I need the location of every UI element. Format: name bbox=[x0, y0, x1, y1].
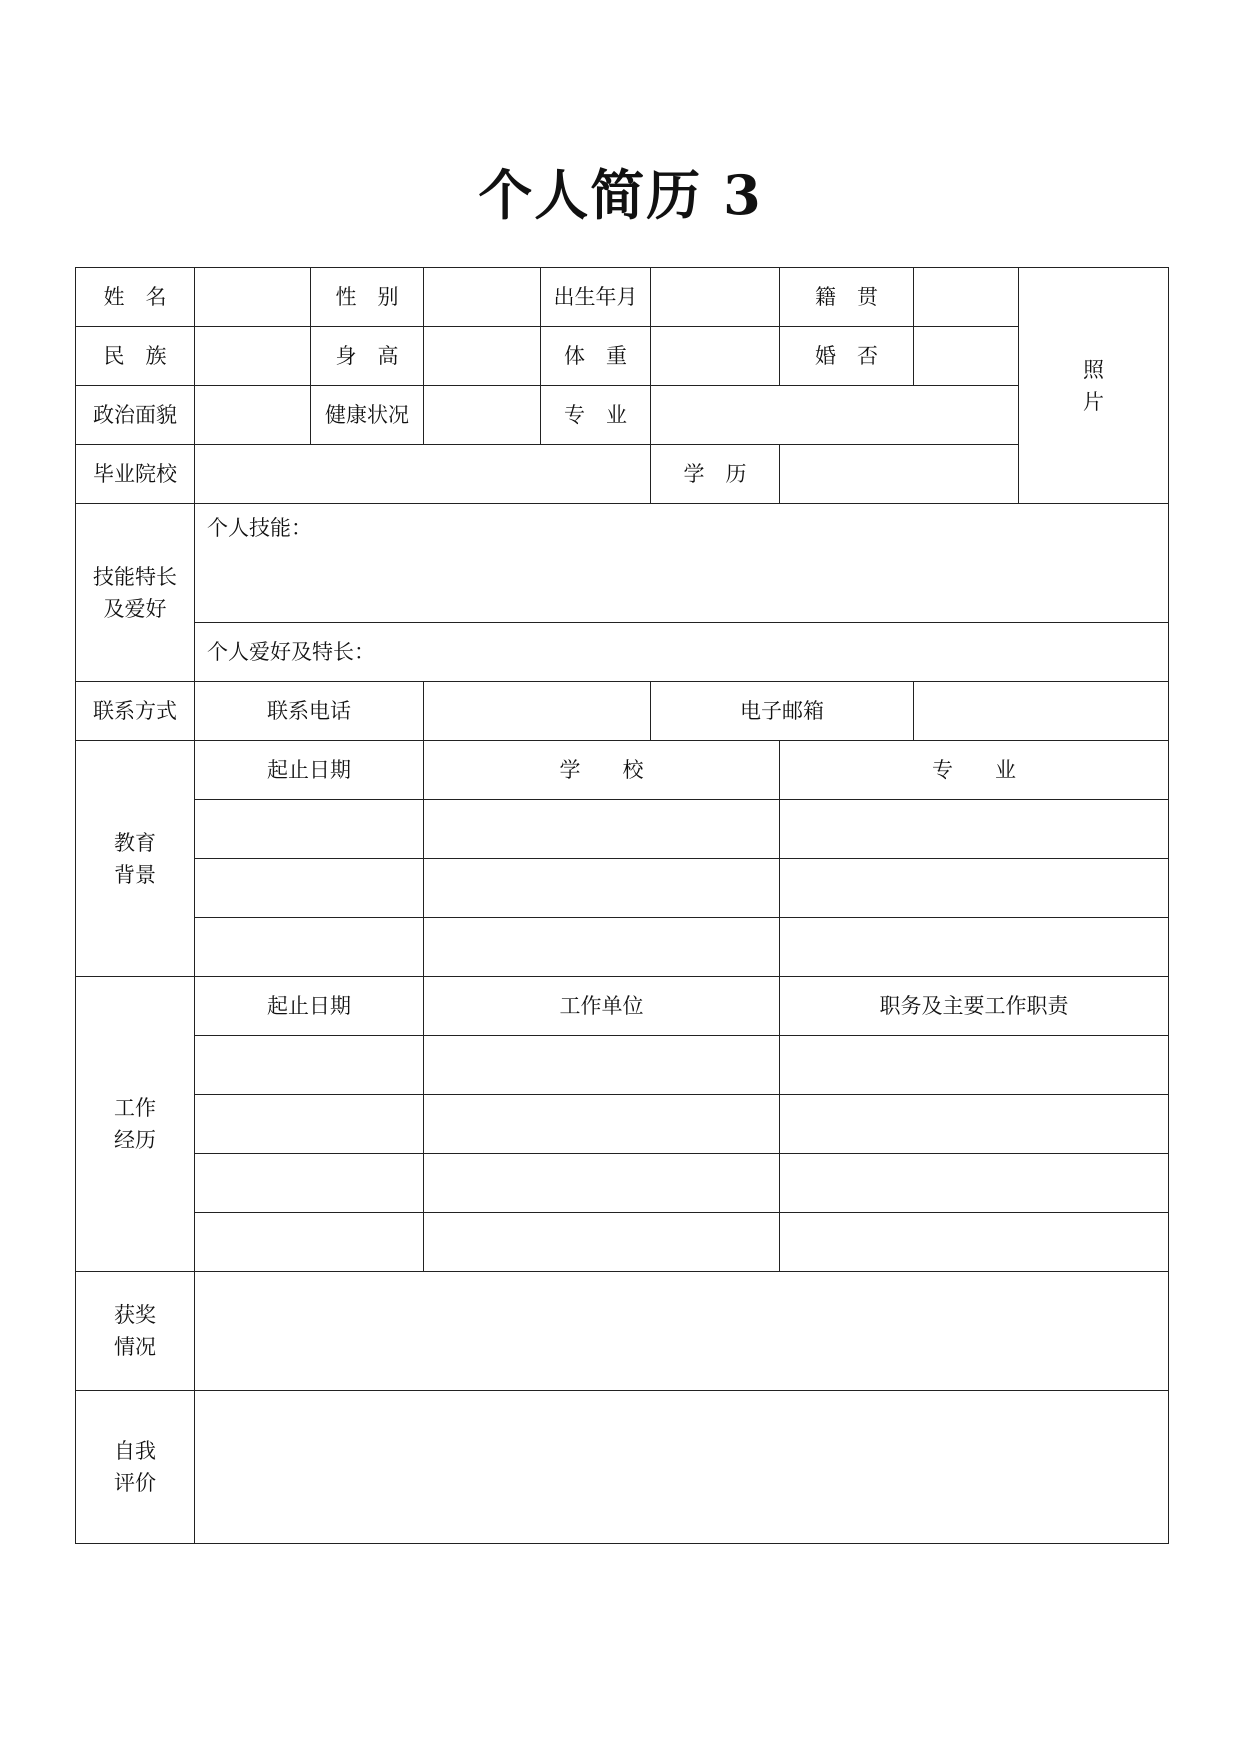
work-dates-field[interactable] bbox=[195, 1036, 424, 1095]
education-school-field[interactable] bbox=[424, 800, 780, 859]
basic-row-1 bbox=[76, 268, 1169, 327]
awards-row bbox=[76, 1272, 1169, 1391]
education-section-label bbox=[76, 741, 195, 977]
work-duties-field[interactable] bbox=[780, 1095, 1169, 1154]
work-duties-field[interactable] bbox=[780, 1154, 1169, 1213]
email-label: 电子邮箱 bbox=[651, 682, 914, 741]
work-row bbox=[76, 1095, 1169, 1154]
contact-row bbox=[76, 682, 1169, 741]
work-employer-field[interactable] bbox=[424, 1213, 780, 1272]
hobbies-label: 个人爱好及特长： bbox=[207, 640, 375, 664]
major-label: 专 业 bbox=[541, 386, 651, 445]
education-header-major: 专 业 bbox=[780, 741, 1169, 800]
work-header-employer: 工作单位 bbox=[424, 977, 780, 1036]
height-field[interactable] bbox=[424, 327, 541, 386]
education-dates-field[interactable] bbox=[195, 859, 424, 918]
photo-box[interactable] bbox=[1019, 268, 1169, 504]
political-label: 政治面貌 bbox=[76, 386, 195, 445]
work-duties-field[interactable] bbox=[780, 1213, 1169, 1272]
hobbies-row bbox=[76, 623, 1169, 682]
photo-label-line1: 照 bbox=[1083, 357, 1104, 382]
education-major-field[interactable] bbox=[780, 918, 1169, 977]
weight-field[interactable] bbox=[651, 327, 780, 386]
basic-row-2 bbox=[76, 327, 1169, 386]
skills-section-label bbox=[76, 504, 195, 682]
education-school-field[interactable] bbox=[424, 859, 780, 918]
contact-section-label: 联系方式 bbox=[76, 682, 195, 741]
hobbies-field[interactable] bbox=[195, 623, 1169, 682]
degree-label: 学 历 bbox=[651, 445, 780, 504]
work-section-line2: 经历 bbox=[114, 1128, 156, 1152]
work-dates-field[interactable] bbox=[195, 1095, 424, 1154]
work-dates-field[interactable] bbox=[195, 1213, 424, 1272]
education-header-row bbox=[76, 741, 1169, 800]
name-field[interactable] bbox=[195, 268, 311, 327]
email-field[interactable] bbox=[914, 682, 1169, 741]
self-eval-row bbox=[76, 1391, 1169, 1544]
work-section-label bbox=[76, 977, 195, 1272]
awards-section-line1: 获奖 bbox=[114, 1303, 156, 1327]
gender-field[interactable] bbox=[424, 268, 541, 327]
education-section-line1: 教育 bbox=[114, 830, 156, 855]
political-field[interactable] bbox=[195, 386, 311, 445]
weight-label: 体 重 bbox=[541, 327, 651, 386]
birth-label: 出生年月 bbox=[541, 268, 651, 327]
work-header-dates: 起止日期 bbox=[195, 977, 424, 1036]
phone-label: 联系电话 bbox=[195, 682, 424, 741]
major-field[interactable] bbox=[651, 386, 1019, 445]
work-duties-field[interactable] bbox=[780, 1036, 1169, 1095]
education-row bbox=[76, 859, 1169, 918]
height-label: 身 高 bbox=[311, 327, 424, 386]
work-employer-field[interactable] bbox=[424, 1036, 780, 1095]
self-eval-section-line1: 自我 bbox=[114, 1439, 156, 1463]
health-label: 健康状况 bbox=[311, 386, 424, 445]
page-title: 个人简历 3 bbox=[478, 163, 763, 227]
education-row bbox=[76, 800, 1169, 859]
degree-field[interactable] bbox=[780, 445, 1019, 504]
work-employer-field[interactable] bbox=[424, 1095, 780, 1154]
skills-row bbox=[76, 504, 1169, 623]
school-label: 毕业院校 bbox=[76, 445, 195, 504]
skills-section-line1: 技能特长 bbox=[93, 564, 177, 589]
phone-field[interactable] bbox=[424, 682, 651, 741]
school-field[interactable] bbox=[195, 445, 651, 504]
ethnic-field[interactable] bbox=[195, 327, 311, 386]
marital-field[interactable] bbox=[914, 327, 1019, 386]
education-major-field[interactable] bbox=[780, 800, 1169, 859]
native-place-field[interactable] bbox=[914, 268, 1019, 327]
education-section-line2: 背景 bbox=[114, 862, 156, 887]
birth-field[interactable] bbox=[651, 268, 780, 327]
basic-row-4 bbox=[76, 445, 1169, 504]
awards-section-label bbox=[76, 1272, 195, 1391]
awards-section-line2: 情况 bbox=[114, 1335, 156, 1359]
health-field[interactable] bbox=[424, 386, 541, 445]
education-header-dates: 起止日期 bbox=[195, 741, 424, 800]
native-place-label: 籍 贯 bbox=[780, 268, 914, 327]
work-row bbox=[76, 1213, 1169, 1272]
marital-label: 婚 否 bbox=[780, 327, 914, 386]
awards-field[interactable] bbox=[195, 1272, 1169, 1391]
photo-label-line2: 片 bbox=[1083, 389, 1104, 414]
skills-label: 个人技能： bbox=[207, 516, 312, 540]
work-header-row bbox=[76, 977, 1169, 1036]
ethnic-label: 民 族 bbox=[76, 327, 195, 386]
resume-table bbox=[75, 267, 1169, 1544]
skills-section-line2: 及爱好 bbox=[103, 596, 167, 621]
work-row bbox=[76, 1154, 1169, 1213]
skills-field[interactable] bbox=[195, 504, 1169, 623]
work-header-duties: 职务及主要工作职责 bbox=[780, 977, 1169, 1036]
basic-row-3 bbox=[76, 386, 1169, 445]
gender-label: 性 别 bbox=[311, 268, 424, 327]
work-row bbox=[76, 1036, 1169, 1095]
work-employer-field[interactable] bbox=[424, 1154, 780, 1213]
work-dates-field[interactable] bbox=[195, 1154, 424, 1213]
education-school-field[interactable] bbox=[424, 918, 780, 977]
education-major-field[interactable] bbox=[780, 859, 1169, 918]
self-eval-field[interactable] bbox=[195, 1391, 1169, 1544]
self-eval-section-line2: 评价 bbox=[114, 1471, 156, 1495]
education-row bbox=[76, 918, 1169, 977]
name-label: 姓 名 bbox=[76, 268, 195, 327]
education-header-school: 学 校 bbox=[424, 741, 780, 800]
education-dates-field[interactable] bbox=[195, 800, 424, 859]
self-eval-section-label bbox=[76, 1391, 195, 1544]
education-dates-field[interactable] bbox=[195, 918, 424, 977]
work-section-line1: 工作 bbox=[114, 1096, 156, 1120]
